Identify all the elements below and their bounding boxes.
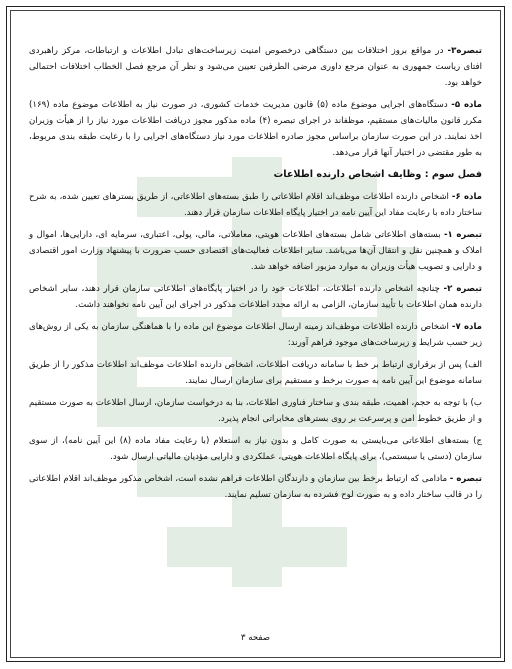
paragraph-text: مادامی که ارتباط برخط بین سازمان و دارندگان اطلاعات فراهم نشده است، اشخاص مذکور موظف‌اند اقلام اطلاعاتی را در قالب ساختار داده و به صورت لوح فشرده به سازمان تسلیم نمایند. <box>29 474 482 500</box>
note-2-paragraph <box>29 281 482 313</box>
final-note-paragraph <box>29 471 482 503</box>
note-3-paragraph <box>29 43 482 91</box>
paragraph-label: ماده ۷- <box>451 322 483 332</box>
article-7-paragraph <box>29 319 482 351</box>
paragraph-text: در مواقع بروز اختلافات بین دستگاهی درخصوص امنیت زیرساخت‌های تبادل اطلاعات و ارتباطات، مرکز راهبردی افتای ریاست جمهوری به عنوان مرجع داوری مرضی الطرفین تعیین می‌شود و نظر آن مرجع فصل الخطاب اختلافات احتمالی خواهد بود. <box>29 46 482 88</box>
clause-jim-paragraph <box>29 433 482 465</box>
article-5-paragraph <box>29 97 482 161</box>
document-body <box>29 43 482 509</box>
paragraph-label: ماده ۶- <box>451 192 482 202</box>
paragraph-text: دستگاه‌های اجرایی موضوع ماده (۵) قانون مدیریت خدمات کشوری، در صورت نیاز به اطلاعات موضوع ماده (۱۶۹) مکرر قانون مالیات‌های مستقیم، موظفاند در اجرای تبصره (۴) ماده مذکور مجوز دریافت اطلاعات مورد نیاز را از هیأت وزیران اخذ نمایند. در این صورت سازمان براساس مجوز صادره اطلاعات مورد نیاز دستگاه‌های اجرایی را با رعایت طبقه بندی مربوط، به طور مقتضی در اختیار آنها قرار می‌دهد. <box>29 100 482 158</box>
clause-alef-paragraph <box>29 357 482 389</box>
paragraph-label: تبصره - <box>449 474 482 484</box>
paragraph-text: اشخاص دارنده اطلاعات موظف‌اند اقلام اطلاعاتی را طبق بسته‌های اطلاعاتی، از طریق بسترهای تعیین شده، به شرح ساختار داده با رعایت مفاد این آیین نامه در اختیار پایگاه اطلاعات سازمان قرار دهند. <box>29 192 482 218</box>
paragraph-label: تبصره ۱- <box>443 230 482 240</box>
note-1-paragraph <box>29 227 482 275</box>
clause-be-paragraph <box>29 395 482 427</box>
paragraph-text: الف) پس از برقراری ارتباط بر خط با سامانه دریافت اطلاعات، اشخاص دارنده اطلاعات موظف‌اند اطلاعات مذکور را از طریق سامانه موضوع این آیین نامه به صورت برخط و مستقیم برای سازمان ارسال نمایند. <box>29 360 482 386</box>
document-page <box>6 6 505 662</box>
paragraph-label: تبصره۳- <box>447 46 482 56</box>
paragraph-label: ماده ۵- <box>451 100 482 110</box>
section-title: فصل سوم : وظایف اشخاص دارنده اطلاعات <box>273 169 482 180</box>
paragraph-text: چنانچه اشخاص دارنده اطلاعات، اطلاعات خود را در اختیار پایگاه‌های اطلاعاتی سازمان قرار دهند، سایر اشخاص دارنده همان اطلاعات با تأیید سازمان، الزامی به ارائه مجدد اطلاعات مذکور در اجرای این آیین نامه نخواهند داشت. <box>29 284 482 310</box>
paragraph-text: بسته‌های اطلاعاتی شامل بسته‌های اطلاعات هویتی، معاملاتی، مالی، پولی، اعتباری، سرمایه ای، دارایی‌ها، اموال و املاک و همچنین نقل و انتقال آن‌ها می‌باشد. سایر اطلاعات فعالیت‌های اقتصادی حسب ضرورت با پیشنهاد وزارت امور اقتصادی و دارایی و تصویب هیأت وزیران به موارد مزبور اضافه خواهد شد. <box>29 230 482 272</box>
paragraph-text: ج) بسته‌های اطلاعاتی می‌بایستی به صورت کامل و بدون نیاز به استعلام (با رعایت مفاد ماده (۸) این آیین نامه)، از سوی سازمان (دستی یا سیستمی)، برای پایگاه اطلاعات هویتی، عملکردی و دارایی مؤدیان مالیاتی ارسال شود. <box>29 436 483 462</box>
paragraph-label: تبصره ۲- <box>443 284 482 294</box>
paragraph-text: ب) با توجه به حجم، اهمیت، طبقه بندی و ساختار فناوری اطلاعات، بنا به درخواست سازمان، ارسال اطلاعات به صورت مستقیم و از طریق خطوط امن و پرسرعت بر روی بسترهای مخابراتی انجام پذیرد. <box>29 398 482 424</box>
page-number: صفحه ۳ <box>240 633 271 643</box>
paragraph-text: اشخاص دارنده اطلاعات موظف‌اند زمینه ارسال اطلاعات موضوع این ماده را با هماهنگی سازمان به یکی از روش‌های زیر حسب شرایط و زیرساخت‌های موجود فراهم آورند: <box>29 322 482 348</box>
article-6-paragraph <box>29 189 482 221</box>
